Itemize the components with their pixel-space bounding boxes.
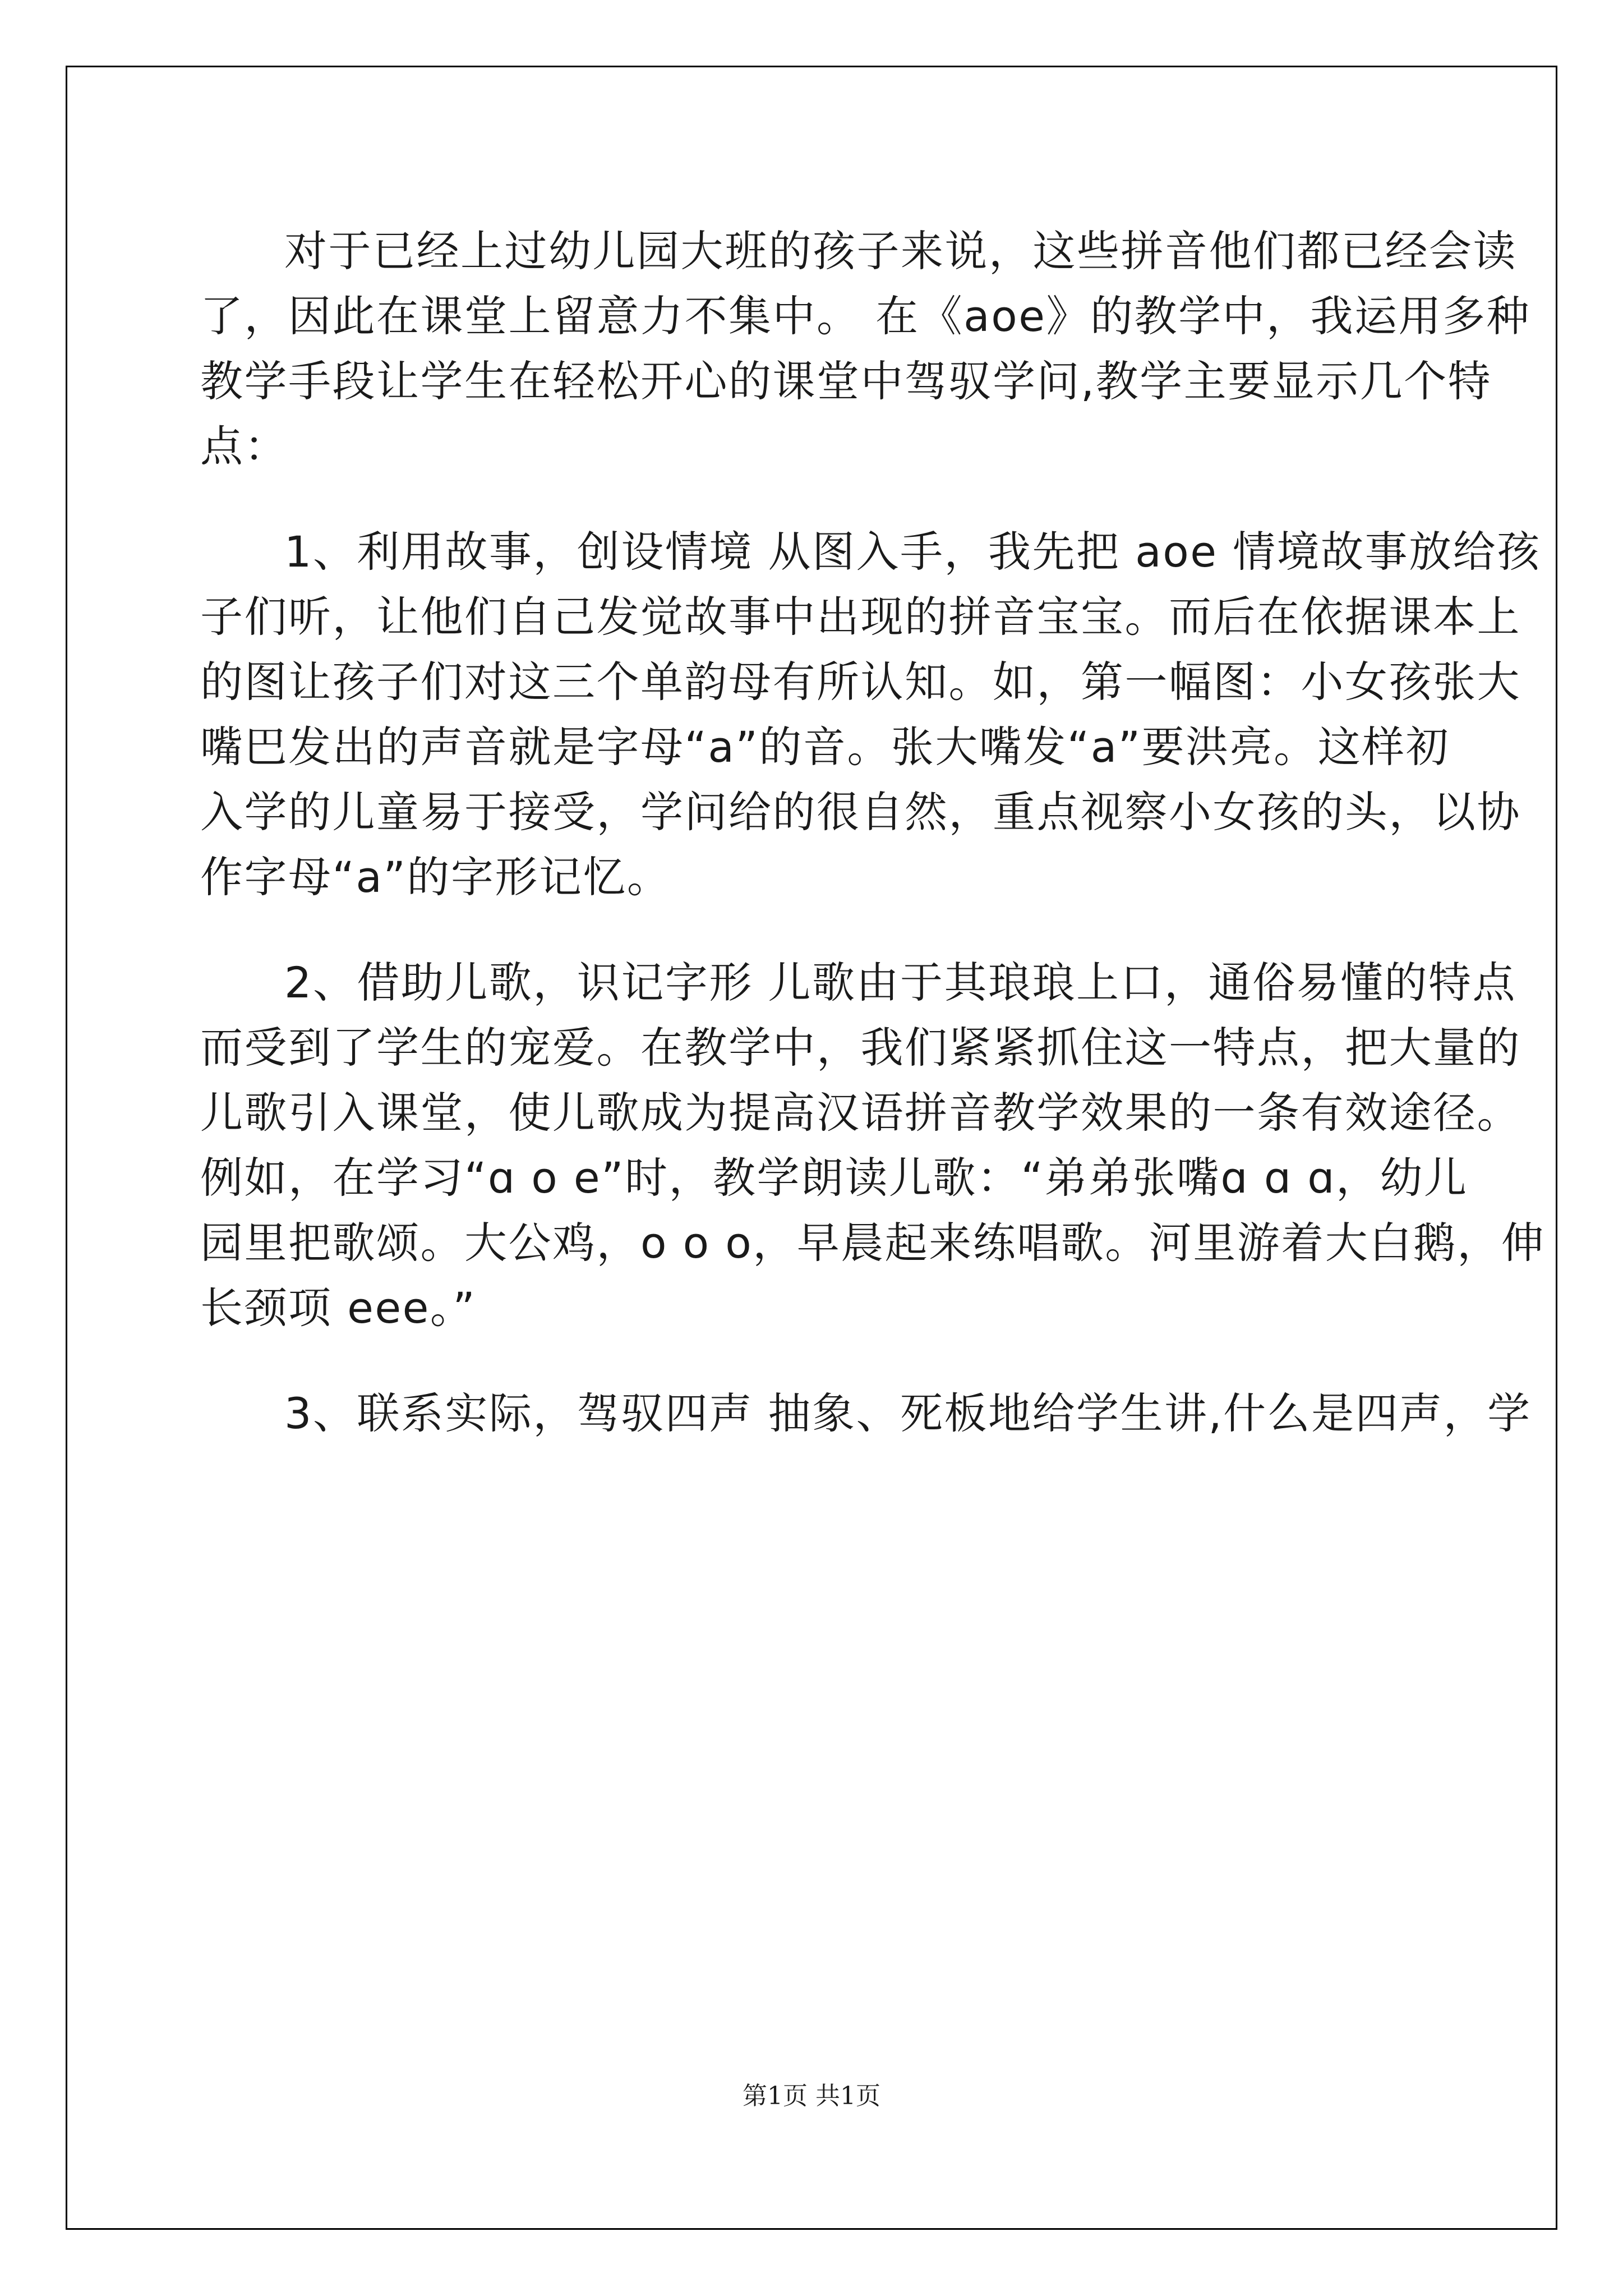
- text-line: 对于已经上过幼儿园大班的孩子来说，这些拼音他们都已经会读: [284, 226, 1517, 276]
- paragraph-point-2: [200, 950, 1546, 1341]
- text-line: 的图让孩子们对这三个单韵母有所认知。如，第一幅图：小女孩张大: [200, 657, 1521, 707]
- text-line: 了，因此在课堂上留意力不集中。 在《aoe》的教学中，我运用多种: [200, 291, 1530, 341]
- paragraph-point-1: [200, 519, 1541, 910]
- paragraph-point-3: [200, 1381, 1532, 1446]
- text-line: 点：: [200, 421, 288, 471]
- document-body: [200, 219, 1546, 1446]
- text-line: 3、联系实际，驾驭四声 抽象、死板地给学生讲,什么是四声，学: [284, 1388, 1532, 1438]
- text-line: 长颈项 eee。”: [200, 1283, 477, 1333]
- text-line: 儿歌引入课堂，使儿歌成为提高汉语拼音教学效果的一条有效途径。: [200, 1088, 1521, 1138]
- text-line: 子们听，让他们自己发觉故事中出现的拼音宝宝。而后在依据课本上: [200, 592, 1521, 642]
- text-line: 嘴巴发出的声音就是字母“a”的音。张大嘴发“a”要洪亮。这样初: [200, 722, 1450, 772]
- text-line: 入学的儿童易于接受，学问给的很自然，重点视察小女孩的头，以协: [200, 787, 1521, 837]
- page-number-footer: 第1页 共1页: [743, 2082, 880, 2110]
- text-line: 而受到了学生的宠爱。在教学中，我们紧紧抓住这一特点，把大量的: [200, 1023, 1521, 1073]
- text-line: 2、借助儿歌，识记字形 儿歌由于其琅琅上口，通俗易懂的特点: [284, 958, 1517, 1007]
- text-line: 教学手段让学生在轻松开心的课堂中驾驭学问,教学主要显示几个特: [200, 356, 1492, 406]
- text-line: 园里把歌颂。大公鸡，o o o，早晨起来练唱歌。河里游着大白鹅，伸: [200, 1218, 1546, 1268]
- text-line: 作字母“a”的字形记忆。: [200, 852, 671, 902]
- text-line: 例如，在学习“ɑ o e”时，教学朗读儿歌：“弟弟张嘴ɑ ɑ ɑ，幼儿: [200, 1153, 1468, 1203]
- text-line: 1、利用故事，创设情境 从图入手，我先把 aoe 情境故事放给孩: [284, 527, 1541, 577]
- paragraph-intro: [200, 219, 1530, 479]
